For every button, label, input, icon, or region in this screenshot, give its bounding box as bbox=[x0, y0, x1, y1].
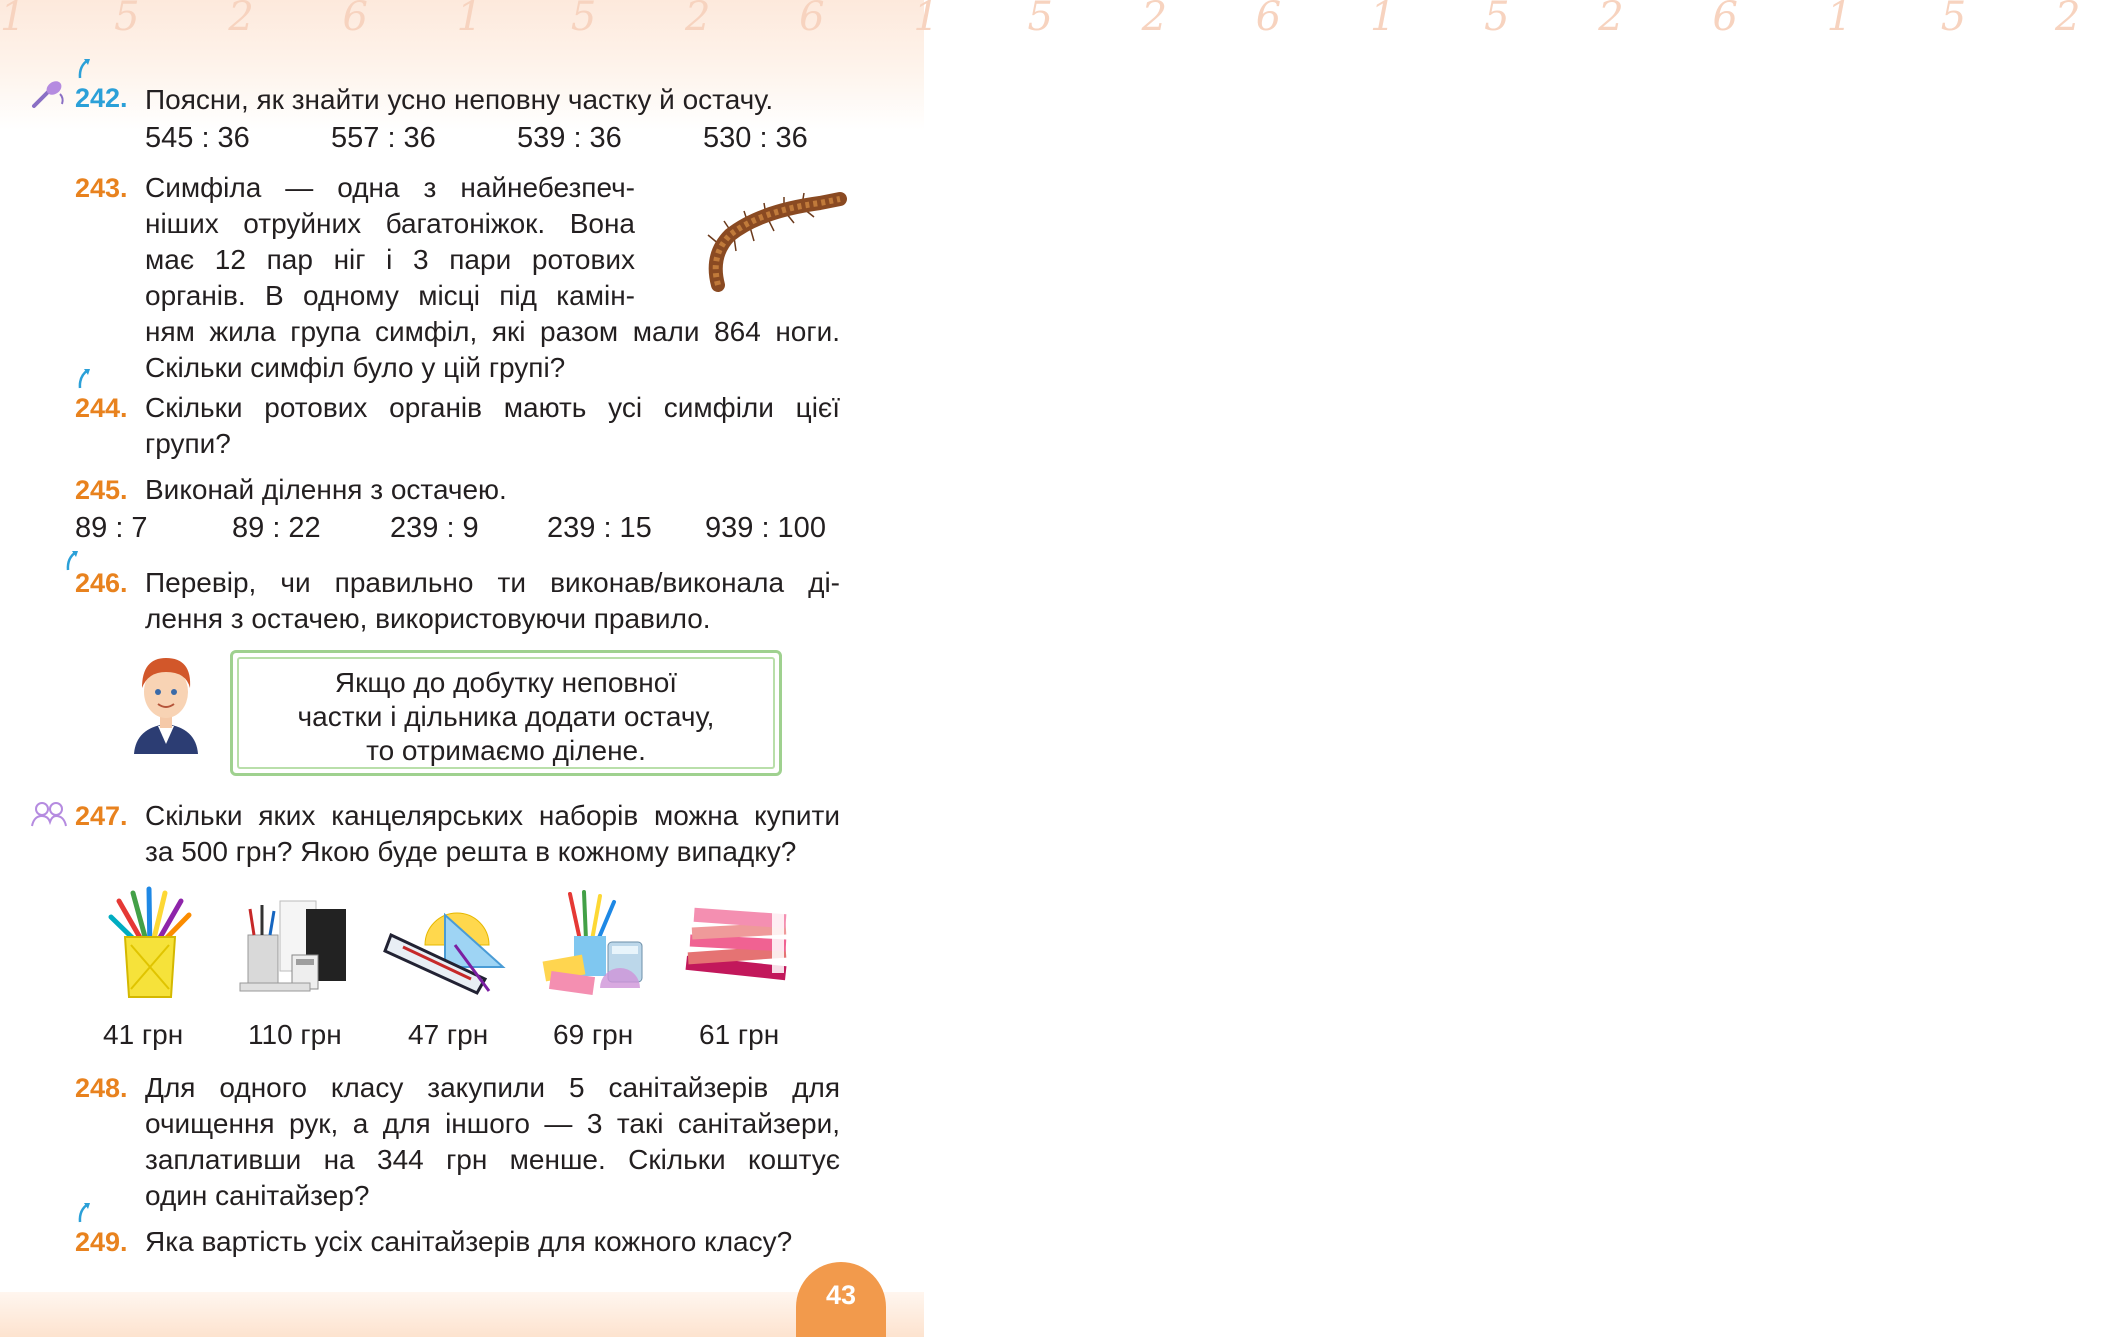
tick-mark-icon bbox=[76, 56, 94, 80]
geometry-set-image bbox=[385, 895, 510, 995]
expression-245-2: 89 : 22 bbox=[232, 512, 321, 544]
rule-box bbox=[230, 650, 782, 776]
task-number-243: 243. bbox=[75, 173, 128, 203]
rule-line-1: Якщо до добутку неповної bbox=[334, 667, 678, 698]
office-set-image bbox=[240, 895, 360, 995]
expression-245-5: 939 : 100 bbox=[705, 512, 826, 544]
pencil-cup-image bbox=[105, 885, 195, 1000]
task-248-line-2: очищення рук, а для іншого — 3 такі санітайзери, bbox=[145, 1108, 840, 1139]
decorative-digits: 1 5 2 6 1 5 2 6 1 5 2 6 1 5 2 6 1 5 2 bbox=[0, 0, 2118, 40]
price-3: 47 грн bbox=[408, 1019, 489, 1050]
notebooks-image bbox=[682, 905, 794, 985]
tick-mark-icon bbox=[76, 366, 94, 390]
task-number-247: 247. bbox=[75, 801, 128, 831]
task-244-line-2: групи? bbox=[145, 428, 231, 459]
price-2: 110 грн bbox=[248, 1019, 342, 1050]
task-246-line-2: лення з остачею, використовуючи правило. bbox=[145, 603, 711, 634]
expression-245-4: 239 : 15 bbox=[547, 512, 652, 544]
boy-avatar bbox=[130, 648, 202, 754]
task-242-text: Поясни, як знайти усно неповну частку й остачу. bbox=[145, 84, 774, 115]
task-243-line-2: ніших отруйних багатоніжок. Вона bbox=[145, 208, 635, 239]
task-245-text: Виконай ділення з остачею. bbox=[145, 474, 507, 505]
expression-245-1: 89 : 7 bbox=[75, 512, 148, 544]
expression-242-3: 539 : 36 bbox=[517, 122, 622, 154]
bottom-decorative-band bbox=[0, 1292, 924, 1337]
task-number-245: 245. bbox=[75, 475, 128, 505]
task-248-line-1: Для одного класу закупили 5 санітайзерів для bbox=[145, 1072, 840, 1103]
pair-work-icon bbox=[30, 800, 68, 828]
task-243-line-5: ням жила група симфіл, які разом мали 864 ноги. bbox=[145, 316, 840, 347]
task-247-line-2: за 500 грн? Якою буде решта в кожному випадку? bbox=[145, 836, 797, 867]
price-5: 61 грн bbox=[699, 1019, 780, 1050]
task-243-line-4: органів. В одному місці під камін- bbox=[145, 280, 635, 311]
price-4: 69 грн bbox=[553, 1019, 634, 1050]
expression-242-4: 530 : 36 bbox=[703, 122, 808, 154]
task-number-244: 244. bbox=[75, 393, 128, 423]
task-number-246: 246. bbox=[75, 568, 128, 598]
centipede-illustration bbox=[690, 185, 850, 295]
expression-245-3: 239 : 9 bbox=[390, 512, 479, 544]
expression-242-2: 557 : 36 bbox=[331, 122, 436, 154]
task-247-line-1: Скільки яких канцелярських наборів можна купити bbox=[145, 800, 840, 831]
rule-line-3: то отримаємо ділене. bbox=[366, 735, 646, 766]
task-number-242: 242. bbox=[75, 83, 128, 113]
task-243-line-1: Симфіла — одна з найнебезпеч- bbox=[145, 172, 635, 203]
rule-line-2: частки і дільника додати остачу, bbox=[297, 701, 715, 732]
price-1: 41 грн bbox=[103, 1019, 184, 1050]
task-249-text: Яка вартість усіх санітайзерів для кожного класу? bbox=[145, 1226, 793, 1257]
page-number: 43 bbox=[825, 1280, 857, 1310]
task-244-line-1: Скільки ротових органів мають усі симфіли цієї bbox=[145, 392, 840, 423]
task-243-line-3: має 12 пар ніг і 3 пари ротових bbox=[145, 244, 635, 275]
expression-242-1: 545 : 36 bbox=[145, 122, 250, 154]
task-248-line-4: один санітайзер? bbox=[145, 1180, 370, 1211]
microphone-icon bbox=[30, 80, 66, 110]
task-246-line-1: Перевір, чи правильно ти виконав/виконала ді- bbox=[145, 567, 840, 598]
school-supplies-image bbox=[540, 888, 650, 1000]
task-243-line-6: Скільки симфіл було у цій групі? bbox=[145, 352, 566, 383]
task-number-249: 249. bbox=[75, 1227, 128, 1257]
tick-mark-icon bbox=[76, 1200, 94, 1224]
task-number-248: 248. bbox=[75, 1073, 128, 1103]
task-248-line-3: заплативши на 344 грн менше. Скільки коштує bbox=[145, 1144, 840, 1175]
